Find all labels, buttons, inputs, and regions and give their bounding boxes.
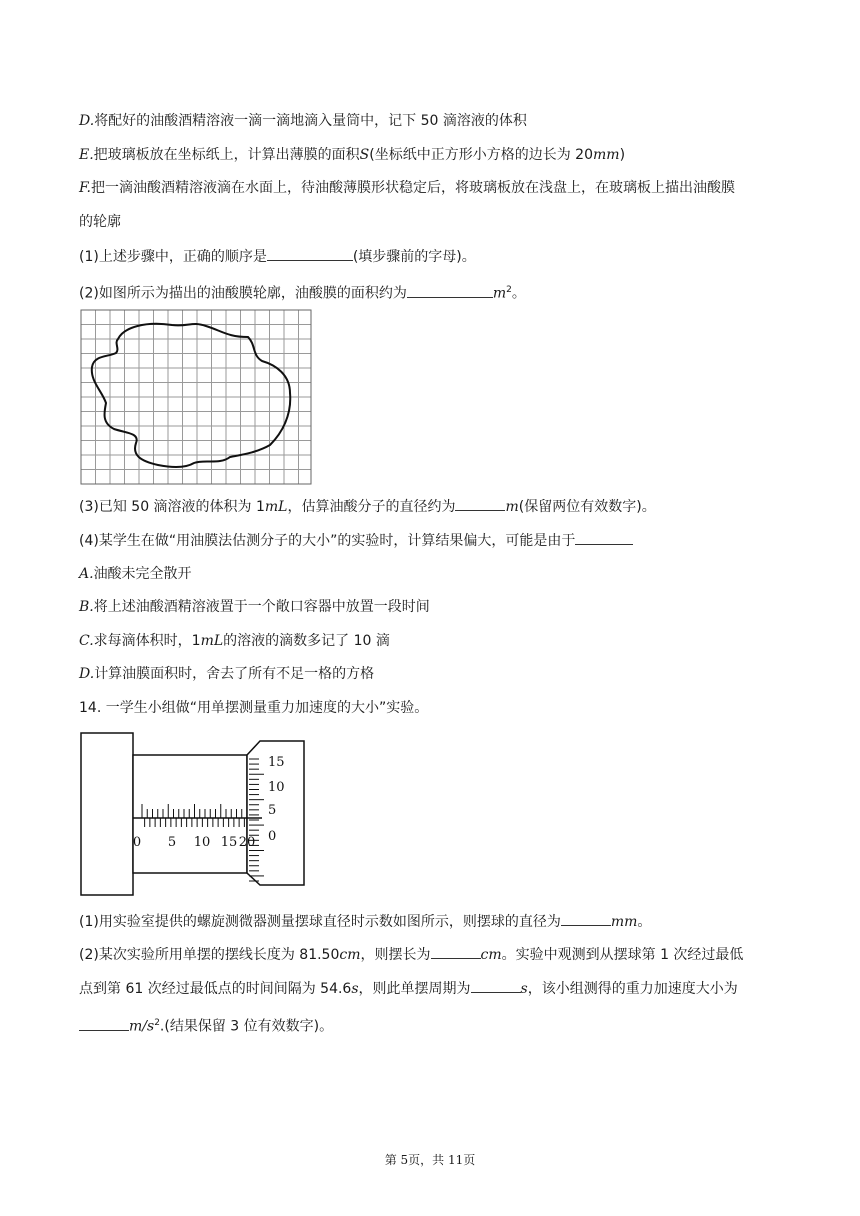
page-footer: 第 5页，共 11页 [384, 1153, 476, 1167]
answer-blank[interactable] [455, 496, 505, 511]
answer-blank[interactable] [471, 978, 521, 993]
micrometer-sleeve [133, 755, 247, 873]
question-1: (1)上述步骤中，正确的顺序是 (填步骤前的字母)。 [79, 246, 476, 267]
oil-film-outline [92, 324, 290, 467]
question-4: (4)某学生在做“用油膜法估测分子的大小”的实验时，计算结果偏大，可能是由于 [79, 530, 633, 551]
micrometer-frame [81, 733, 133, 895]
thimble-scale-label: 0 [268, 829, 277, 844]
main-scale-label: 0 [132, 835, 142, 850]
question-2: (2)如图所示为描出的油酸膜轮廓，油酸膜的面积约为 $m^2$。 [79, 280, 526, 304]
part-2: (2)某次实验所用单摆的摆线长度为 81.50cm，则摆长为 cm。实验中观测到从摆球第 1 次经过最低 [79, 944, 743, 965]
oil-film-grid-figure [80, 309, 312, 485]
question-14: 14. 一学生小组做“用单摆测量重力加速度的大小”实验。 [79, 700, 429, 716]
main-scale-label: 15 [220, 835, 238, 850]
step-e: E.把玻璃板放在坐标纸上，计算出薄膜的面积S(坐标纸中正方形小方格的边长为 20mm) [79, 147, 626, 163]
option-d: D.计算油膜面积时，舍去了所有不足一格的方格 [79, 666, 375, 682]
answer-blank[interactable] [79, 1016, 129, 1031]
thimble-scale-label: 15 [268, 755, 285, 770]
thimble-scale-label: 10 [268, 780, 285, 795]
micrometer-figure [80, 731, 308, 897]
answer-blank[interactable] [431, 944, 481, 959]
step-d: D.将配好的油酸酒精溶液一滴一滴地滴入量筒中，记下 50 滴溶液的体积 [79, 113, 527, 129]
step-f: F.把一滴油酸酒精溶液滴在水面上，待油酸薄膜形状稳定后，将玻璃板放在浅盘上，在玻璃板上描出油酸膜 [79, 180, 735, 196]
answer-blank[interactable] [407, 283, 493, 298]
option-c: C.求每滴体积时，1mL的溶液的滴数多记了 10 滴 [79, 633, 390, 649]
main-scale-label: 5 [167, 835, 177, 850]
step-f-cont: 的轮廓 [79, 214, 121, 230]
answer-blank[interactable] [575, 530, 633, 545]
main-scale-label: 10 [193, 835, 211, 850]
question-3: (3)已知 50 滴溶液的体积为 1mL，估算油酸分子的直径约为 m(保留两位有效数字)。 [79, 496, 656, 517]
option-a: A.油酸未完全散开 [79, 566, 192, 582]
part-1: (1)用实验室提供的螺旋测微器测量摆球直径时示数如图所示，则摆球的直径为 mm。 [79, 911, 651, 932]
part-2-end: $m/s^2$.(结果保留 3 位有效数字)。 [79, 1013, 333, 1037]
answer-blank[interactable] [561, 911, 611, 926]
part-2-cont: 点到第 61 次经过最低点的时间间隔为 54.6s，则此单摆周期为 s，该小组测得的重力加速度大小为 [79, 978, 738, 999]
main-scale-label: 20 [238, 835, 256, 850]
option-b: B.将上述油酸酒精溶液置于一个敞口容器中放置一段时间 [79, 599, 430, 615]
answer-blank[interactable] [267, 246, 353, 261]
thimble-scale-label: 5 [268, 803, 277, 818]
